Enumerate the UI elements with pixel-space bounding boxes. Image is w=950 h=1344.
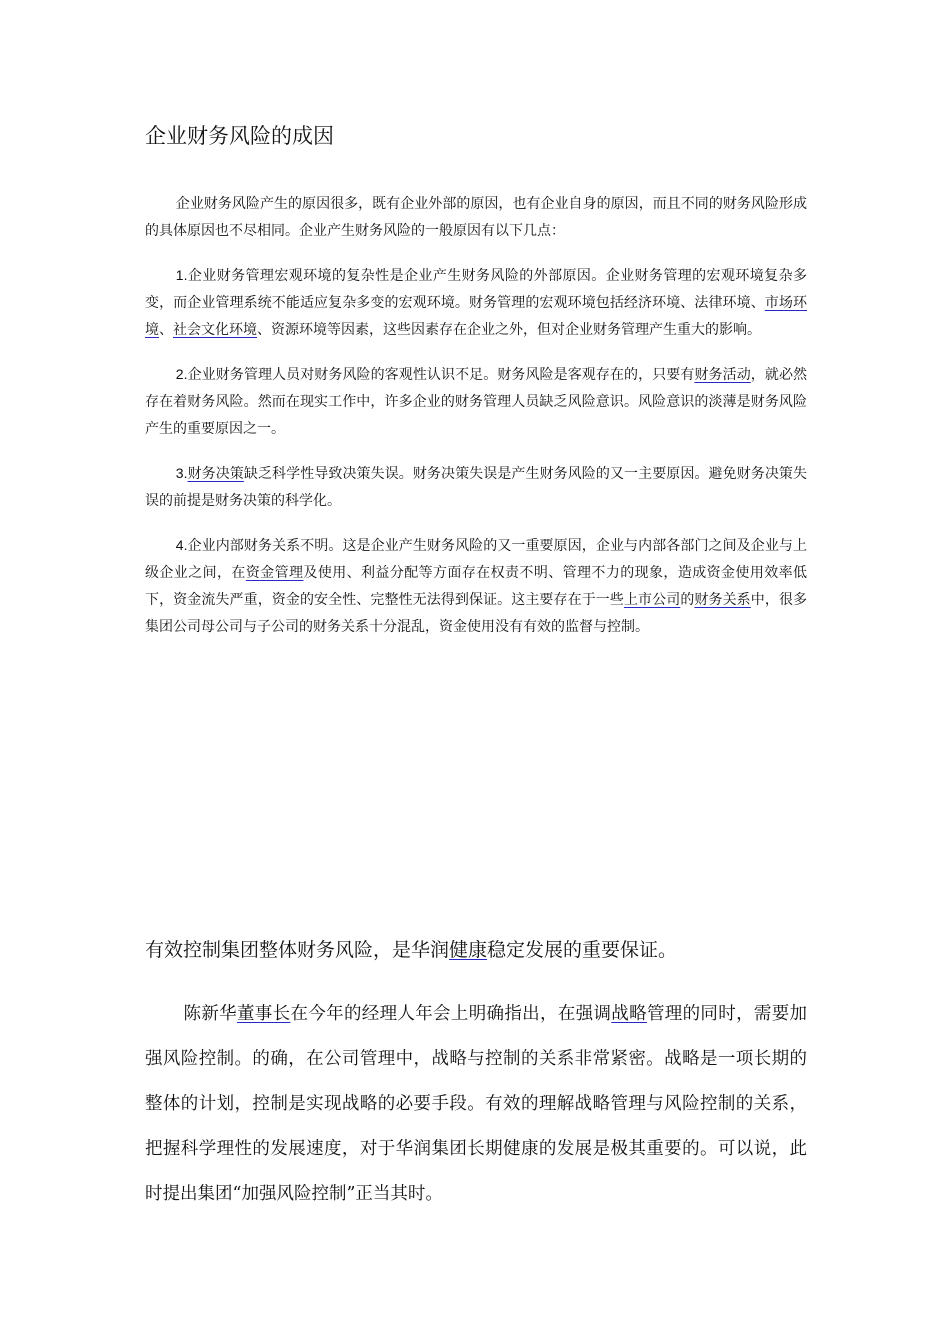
link-listed-company[interactable]: 上市公司 — [623, 592, 681, 608]
cause-number-2: 2. — [175, 366, 188, 382]
causes-section — [145, 191, 807, 658]
link-financial-activity[interactable]: 财务活动 — [694, 367, 751, 383]
text-segment: 稳定发展的重要保证。 — [487, 939, 678, 961]
text-segment: 陈新华 — [183, 1004, 237, 1024]
document-title: 企业财务风险的成因 — [145, 124, 334, 148]
link-financial-relations[interactable]: 财务关系 — [694, 592, 751, 608]
text-segment: 企业内部财务关系不明。这是企业产生财务风险的又一重要原因，企业与内部各部门之间及企业与上级企业之间，在 — [145, 538, 807, 581]
link-financial-decision[interactable]: 财务决策 — [187, 466, 244, 482]
cause-number-1: 1. — [175, 267, 188, 283]
cause-number-3: 3. — [175, 465, 188, 481]
text-segment: 中，很多集团公司母公司与子公司的财务关系十分混乱，资金使用没有有效的监督与控制。 — [145, 592, 808, 635]
text-segment: 在今年的经理人年会上明确指出，在强调 — [290, 1004, 612, 1024]
cause-paragraph-3 — [145, 460, 807, 515]
text-segment: 有效控制集团整体财务风险，是华润 — [145, 939, 450, 961]
text-segment: 管理的同时，需要加强风险控制。的确，在公司管理中，战略与控制的关系非常紧密。战略是一项长期的整体的计划，控制是实现战略的必要手段。有效的理解战略管理与风险控制的关系，把握科学理性的发展速度，对于华润集团长期健康的发展是极其重要的。可以说，此时提出集团“加强风险控制”正当其时。 — [145, 1004, 808, 1204]
link-social-culture-environment[interactable]: 社会文化环境 — [173, 322, 257, 338]
text-segment: 、资源环境等因素，这些因素存在企业之外，但对企业财务管理产生重大的影响。 — [257, 322, 761, 338]
cause-number-4: 4. — [175, 537, 188, 553]
lead-sentence — [145, 930, 807, 970]
text-segment: 的 — [680, 592, 695, 608]
control-paragraph — [145, 992, 807, 1217]
link-fund-management[interactable]: 资金管理 — [245, 565, 304, 581]
cause-paragraph-1 — [145, 262, 807, 344]
control-section — [145, 930, 807, 1217]
cause-paragraph-2 — [145, 361, 807, 443]
text-segment: 及使用、利益分配等方面存在权责不明、管理不力的现象，造成资金使用效率低下，资金流失严重，资金的安全性、完整性无法得到保证。这主要存在于一些 — [145, 565, 808, 608]
link-strategy[interactable]: 战略 — [611, 1004, 647, 1024]
link-health[interactable]: 健康 — [449, 939, 488, 961]
text-segment: 、 — [159, 322, 173, 338]
cause-paragraph-4 — [145, 532, 807, 641]
text-segment: 企业财务管理宏观环境的复杂性是企业产生财务风险的外部原因。企业财务管理的宏观环境复杂多变，而企业管理系统不能适应复杂多变的宏观环境。财务管理的宏观环境包括经济环境、法律环境、 — [145, 268, 807, 311]
text-segment: 企业财务管理人员对财务风险的客观性认识不足。财务风险是客观存在的，只要有 — [187, 367, 695, 383]
link-chairman[interactable]: 董事长 — [236, 1004, 291, 1024]
intro-paragraph: 企业财务风险产生的原因很多，既有企业外部的原因，也有企业自身的原因，而且不同的财务风险形成的具体原因也不尽相同。企业产生财务风险的一般原因有以下几点： — [145, 196, 807, 239]
text-segment: 缺乏科学性导致决策失误。财务决策失误是产生财务风险的又一主要原因。避免财务决策失误的前提是财务决策的科学化。 — [145, 466, 808, 509]
link-market-environment[interactable]: 市场环境 — [145, 295, 808, 338]
text-segment: ，就必然存在着财务风险。然而在现实工作中，许多企业的财务管理人员缺乏风险意识。风险意识的淡薄是财务风险产生的重要原因之一。 — [145, 367, 808, 437]
